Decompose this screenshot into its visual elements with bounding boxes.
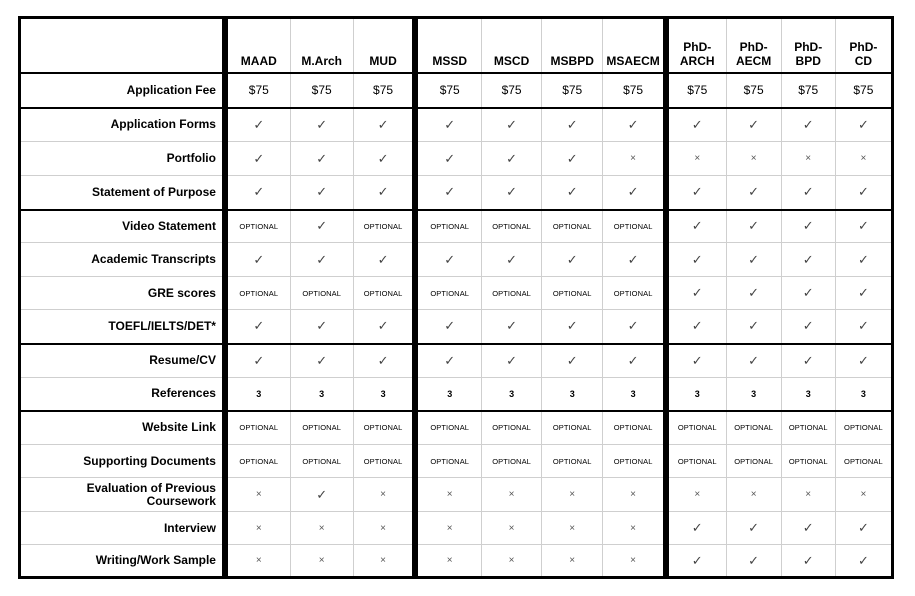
- cross-icon: ×: [225, 545, 290, 578]
- cell-optional: OPTIONAL: [542, 445, 603, 478]
- check-icon: ✓: [542, 310, 603, 344]
- cross-icon: ×: [290, 545, 353, 578]
- table-row: [20, 344, 893, 378]
- cell-fee: $75: [225, 73, 290, 108]
- cell-optional: OPTIONAL: [225, 277, 290, 310]
- cell-fee: $75: [482, 73, 542, 108]
- table-row: [20, 176, 893, 210]
- cross-icon: ×: [353, 478, 415, 512]
- cell-optional: OPTIONAL: [482, 277, 542, 310]
- check-icon: ✓: [666, 176, 726, 210]
- check-icon: ✓: [781, 344, 835, 378]
- check-icon: ✓: [415, 108, 481, 142]
- cell-optional: OPTIONAL: [482, 210, 542, 243]
- check-icon: ✓: [726, 277, 781, 310]
- check-icon: ✓: [290, 176, 353, 210]
- check-icon: ✓: [603, 310, 666, 344]
- column-header-phdcd: PhD- CD: [835, 18, 892, 73]
- column-header-mud: MUD: [353, 18, 415, 73]
- check-icon: ✓: [482, 344, 542, 378]
- table-body: [20, 73, 893, 578]
- cross-icon: ×: [482, 478, 542, 512]
- check-icon: ✓: [781, 176, 835, 210]
- cell-fee: $75: [290, 73, 353, 108]
- cell-optional: OPTIONAL: [290, 411, 353, 445]
- check-icon: ✓: [726, 243, 781, 277]
- table-row: [20, 545, 893, 578]
- cell-optional: OPTIONAL: [726, 411, 781, 445]
- check-icon: ✓: [482, 142, 542, 176]
- cell-fee: $75: [835, 73, 892, 108]
- cell-optional: OPTIONAL: [603, 277, 666, 310]
- check-icon: ✓: [835, 344, 892, 378]
- check-icon: ✓: [225, 344, 290, 378]
- check-icon: ✓: [482, 243, 542, 277]
- cell-number: 3: [666, 378, 726, 411]
- check-icon: ✓: [666, 545, 726, 578]
- table-row: [20, 108, 893, 142]
- cross-icon: ×: [415, 545, 481, 578]
- check-icon: ✓: [415, 344, 481, 378]
- cell-optional: OPTIONAL: [225, 411, 290, 445]
- check-icon: ✓: [835, 108, 892, 142]
- cross-icon: ×: [542, 512, 603, 545]
- cell-optional: OPTIONAL: [603, 210, 666, 243]
- row-label: Website Link: [20, 411, 225, 445]
- cell-optional: OPTIONAL: [781, 445, 835, 478]
- cross-icon: ×: [353, 545, 415, 578]
- column-header-maad: MAAD: [225, 18, 290, 73]
- cell-optional: OPTIONAL: [353, 445, 415, 478]
- check-icon: ✓: [482, 310, 542, 344]
- cell-optional: OPTIONAL: [726, 445, 781, 478]
- check-icon: ✓: [290, 478, 353, 512]
- check-icon: ✓: [726, 310, 781, 344]
- check-icon: ✓: [603, 108, 666, 142]
- column-header-msbpd: MSBPD: [542, 18, 603, 73]
- check-icon: ✓: [781, 545, 835, 578]
- cell-number: 3: [225, 378, 290, 411]
- cross-icon: ×: [225, 478, 290, 512]
- check-icon: ✓: [666, 210, 726, 243]
- check-icon: ✓: [290, 142, 353, 176]
- check-icon: ✓: [666, 243, 726, 277]
- check-icon: ✓: [225, 108, 290, 142]
- cross-icon: ×: [781, 142, 835, 176]
- check-icon: ✓: [225, 142, 290, 176]
- cell-number: 3: [781, 378, 835, 411]
- cell-optional: OPTIONAL: [415, 277, 481, 310]
- check-icon: ✓: [781, 243, 835, 277]
- cell-optional: OPTIONAL: [225, 210, 290, 243]
- row-label: Statement of Purpose: [20, 176, 225, 210]
- table-row: [20, 378, 893, 411]
- cell-optional: OPTIONAL: [603, 445, 666, 478]
- check-icon: ✓: [225, 243, 290, 277]
- cross-icon: ×: [726, 142, 781, 176]
- check-icon: ✓: [835, 512, 892, 545]
- check-icon: ✓: [415, 176, 481, 210]
- row-label: Application Forms: [20, 108, 225, 142]
- cell-optional: OPTIONAL: [835, 411, 892, 445]
- check-icon: ✓: [835, 545, 892, 578]
- column-header-mssd: MSSD: [415, 18, 481, 73]
- cell-number: 3: [726, 378, 781, 411]
- column-header-mscd: MSCD: [482, 18, 542, 73]
- cross-icon: ×: [666, 478, 726, 512]
- cross-icon: ×: [415, 478, 481, 512]
- cell-number: 3: [542, 378, 603, 411]
- column-header-phdbpd: PhD- BPD: [781, 18, 835, 73]
- table-row: [20, 445, 893, 478]
- cross-icon: ×: [542, 478, 603, 512]
- check-icon: ✓: [781, 210, 835, 243]
- check-icon: ✓: [353, 142, 415, 176]
- row-label: Evaluation of Previous Coursework: [20, 478, 225, 512]
- column-header-msaecm: MSAECM: [603, 18, 666, 73]
- row-label: References: [20, 378, 225, 411]
- check-icon: ✓: [666, 310, 726, 344]
- cross-icon: ×: [603, 545, 666, 578]
- check-icon: ✓: [835, 210, 892, 243]
- cell-optional: OPTIONAL: [290, 277, 353, 310]
- cross-icon: ×: [666, 142, 726, 176]
- cell-optional: OPTIONAL: [415, 210, 481, 243]
- check-icon: ✓: [726, 512, 781, 545]
- cross-icon: ×: [603, 142, 666, 176]
- cell-fee: $75: [726, 73, 781, 108]
- header-row: [20, 18, 893, 73]
- cell-optional: OPTIONAL: [225, 445, 290, 478]
- check-icon: ✓: [726, 545, 781, 578]
- check-icon: ✓: [603, 243, 666, 277]
- cell-optional: OPTIONAL: [353, 411, 415, 445]
- row-label: Resume/CV: [20, 344, 225, 378]
- check-icon: ✓: [835, 243, 892, 277]
- check-icon: ✓: [225, 176, 290, 210]
- column-header-phdarch: PhD- ARCH: [666, 18, 726, 73]
- table-row: [20, 310, 893, 344]
- check-icon: ✓: [726, 344, 781, 378]
- table-row: [20, 210, 893, 243]
- cell-optional: OPTIONAL: [542, 210, 603, 243]
- check-icon: ✓: [726, 176, 781, 210]
- check-icon: ✓: [290, 310, 353, 344]
- cross-icon: ×: [415, 512, 481, 545]
- check-icon: ✓: [542, 344, 603, 378]
- check-icon: ✓: [353, 310, 415, 344]
- cell-fee: $75: [353, 73, 415, 108]
- check-icon: ✓: [726, 108, 781, 142]
- cell-optional: OPTIONAL: [353, 210, 415, 243]
- check-icon: ✓: [353, 243, 415, 277]
- row-label: Portfolio: [20, 142, 225, 176]
- check-icon: ✓: [542, 142, 603, 176]
- check-icon: ✓: [781, 277, 835, 310]
- check-icon: ✓: [482, 108, 542, 142]
- check-icon: ✓: [781, 512, 835, 545]
- cross-icon: ×: [603, 478, 666, 512]
- cell-number: 3: [290, 378, 353, 411]
- row-label: Interview: [20, 512, 225, 545]
- cross-icon: ×: [781, 478, 835, 512]
- header-corner-cell: [20, 18, 225, 73]
- check-icon: ✓: [290, 108, 353, 142]
- cross-icon: ×: [542, 545, 603, 578]
- check-icon: ✓: [666, 277, 726, 310]
- cell-optional: OPTIONAL: [482, 411, 542, 445]
- cell-optional: OPTIONAL: [835, 445, 892, 478]
- cross-icon: ×: [482, 545, 542, 578]
- cross-icon: ×: [353, 512, 415, 545]
- check-icon: ✓: [353, 108, 415, 142]
- cell-fee: $75: [415, 73, 481, 108]
- column-header-march: M.Arch: [290, 18, 353, 73]
- table-row: [20, 243, 893, 277]
- cell-number: 3: [603, 378, 666, 411]
- cell-fee: $75: [666, 73, 726, 108]
- check-icon: ✓: [542, 108, 603, 142]
- cell-fee: $75: [542, 73, 603, 108]
- check-icon: ✓: [542, 243, 603, 277]
- cross-icon: ×: [835, 478, 892, 512]
- check-icon: ✓: [726, 210, 781, 243]
- check-icon: ✓: [482, 176, 542, 210]
- check-icon: ✓: [225, 310, 290, 344]
- check-icon: ✓: [415, 310, 481, 344]
- check-icon: ✓: [666, 108, 726, 142]
- check-icon: ✓: [603, 344, 666, 378]
- check-icon: ✓: [603, 176, 666, 210]
- check-icon: ✓: [415, 142, 481, 176]
- row-label: Supporting Documents: [20, 445, 225, 478]
- check-icon: ✓: [781, 108, 835, 142]
- cell-number: 3: [835, 378, 892, 411]
- check-icon: ✓: [835, 176, 892, 210]
- cell-optional: OPTIONAL: [353, 277, 415, 310]
- cell-number: 3: [415, 378, 481, 411]
- table-row: [20, 411, 893, 445]
- table-row: [20, 478, 893, 512]
- cell-optional: OPTIONAL: [415, 411, 481, 445]
- row-label: GRE scores: [20, 277, 225, 310]
- check-icon: ✓: [353, 176, 415, 210]
- cell-fee: $75: [603, 73, 666, 108]
- check-icon: ✓: [666, 512, 726, 545]
- cell-optional: OPTIONAL: [542, 411, 603, 445]
- check-icon: ✓: [353, 344, 415, 378]
- cross-icon: ×: [835, 142, 892, 176]
- requirements-table: [18, 16, 894, 579]
- row-label: TOEFL/IELTS/DET*: [20, 310, 225, 344]
- check-icon: ✓: [666, 344, 726, 378]
- check-icon: ✓: [415, 243, 481, 277]
- table-row: [20, 73, 893, 108]
- check-icon: ✓: [290, 210, 353, 243]
- check-icon: ✓: [781, 310, 835, 344]
- check-icon: ✓: [290, 243, 353, 277]
- check-icon: ✓: [290, 344, 353, 378]
- cross-icon: ×: [603, 512, 666, 545]
- cross-icon: ×: [482, 512, 542, 545]
- cell-optional: OPTIONAL: [290, 445, 353, 478]
- check-icon: ✓: [542, 176, 603, 210]
- row-label: Writing/Work Sample: [20, 545, 225, 578]
- table-row: [20, 512, 893, 545]
- check-icon: ✓: [835, 310, 892, 344]
- cell-number: 3: [353, 378, 415, 411]
- row-label: Academic Transcripts: [20, 243, 225, 277]
- cell-optional: OPTIONAL: [542, 277, 603, 310]
- table-row: [20, 277, 893, 310]
- row-label: Application Fee: [20, 73, 225, 108]
- row-label: Video Statement: [20, 210, 225, 243]
- cell-optional: OPTIONAL: [482, 445, 542, 478]
- cell-optional: OPTIONAL: [666, 445, 726, 478]
- cell-optional: OPTIONAL: [666, 411, 726, 445]
- check-icon: ✓: [835, 277, 892, 310]
- cell-number: 3: [482, 378, 542, 411]
- column-header-phdaecm: PhD- AECM: [726, 18, 781, 73]
- cross-icon: ×: [225, 512, 290, 545]
- cell-optional: OPTIONAL: [781, 411, 835, 445]
- table-row: [20, 142, 893, 176]
- cell-fee: $75: [781, 73, 835, 108]
- cell-optional: OPTIONAL: [603, 411, 666, 445]
- cell-optional: OPTIONAL: [415, 445, 481, 478]
- cross-icon: ×: [290, 512, 353, 545]
- cross-icon: ×: [726, 478, 781, 512]
